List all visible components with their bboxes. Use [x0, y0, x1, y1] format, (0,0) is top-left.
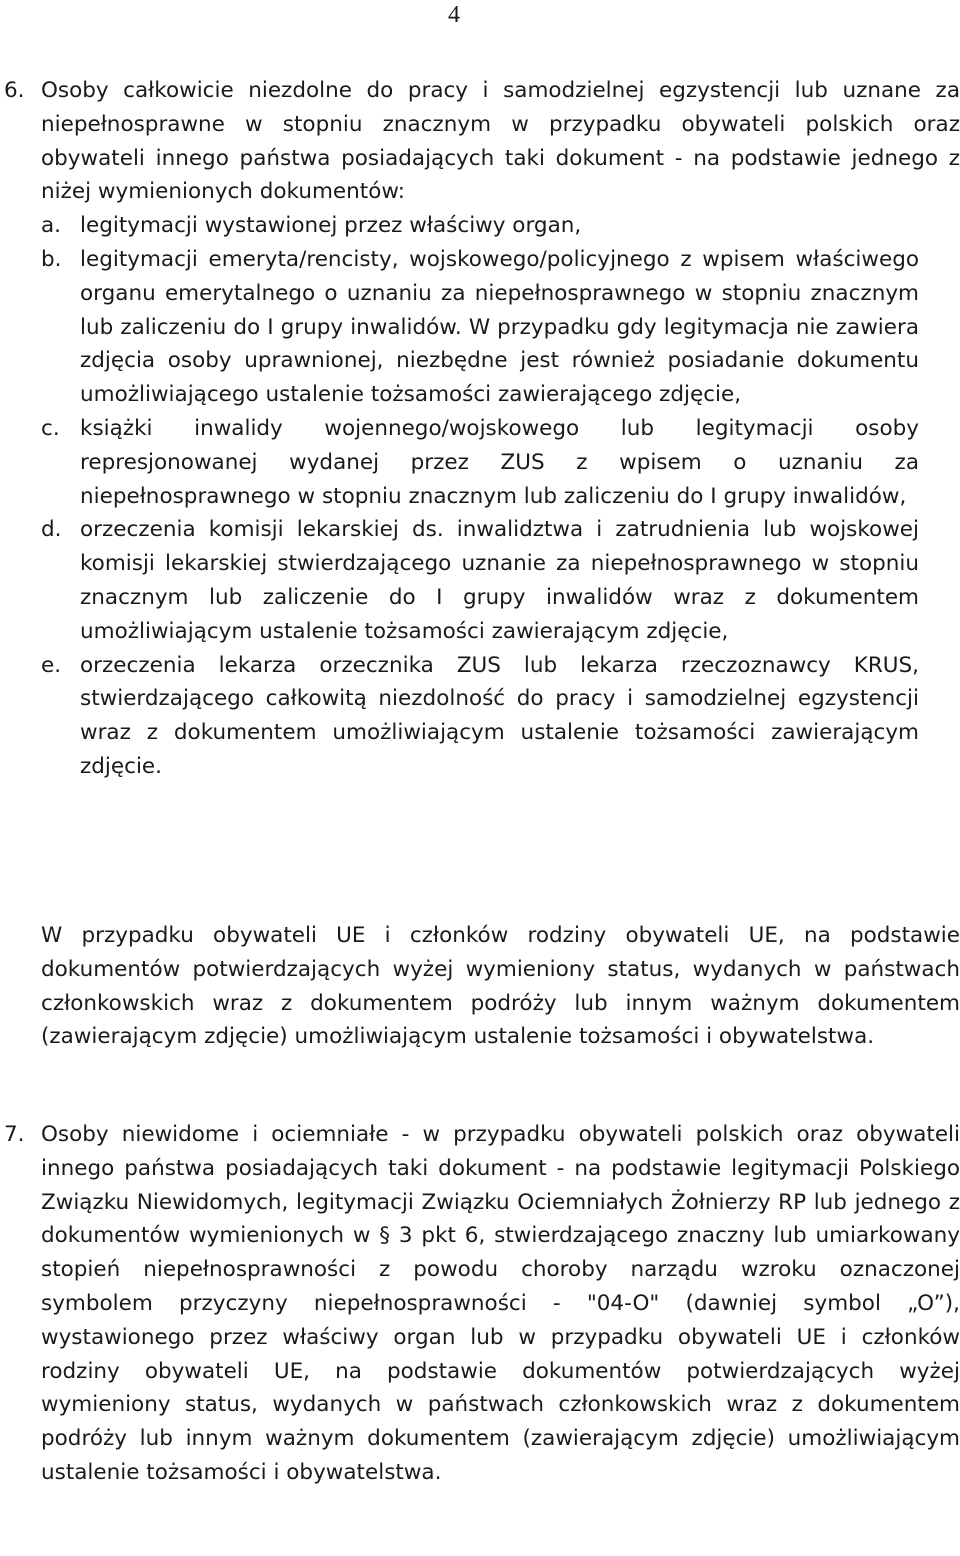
subitem-letter: d.: [41, 517, 62, 543]
subitem-c: [0, 412, 919, 513]
item-6-intro: Osoby całkowicie niezdolne do pracy i samodzielnej egzystencji lub uznane za niepełnosprawne w stopniu znacznym w przypadku obywateli polskich oraz obywateli innego państwa posiadających taki dokument - na podstawie jednego z niżej wymienionych dokumentów:: [41, 78, 960, 205]
item-7-text: Osoby niewidome i ociemniałe - w przypadku obywateli polskich oraz obywateli innego państwa posiadających taki dokument - na podstawie legitymacji Polskiego Związku Niewidomych, legitymacji Związku Ociemniałych Żołnierzy RP lub jednego z dokumentów wymienionych w § 3 pkt 6, stwierdzającego znaczny lub umiarkowany stopień niepełnosprawności z powodu choroby narządu wzroku oznaczonej symbolem przyczyny niepełnosprawności - "04-O" (dawniej symbol „O”), wystawionego przez właściwy organ lub w przypadku obywateli UE i członków rodziny obywateli UE, na podstawie dokumentów potwierdzających wyżej wymieniony status, wydanych w państwach członkowskich wraz z dokumentem podróży lub innym ważnym dokumentem (zawierającym zdjęcie) umożliwiającym ustalenie tożsamości i obywatelstwa.: [41, 1122, 960, 1485]
subitem-text: książki inwalidy wojennego/wojskowego lub legitymacji osoby represjonowanej wydanej przez ZUS z wpisem o uznaniu za niepełnosprawnego w stopniu znacznym lub zaliczeniu do I grupy inwalidów,: [80, 415, 919, 509]
page-number: 4: [448, 2, 460, 28]
subitem-a: [0, 209, 919, 243]
subitem-text: legitymacji emeryta/rencisty, wojskowego/policyjnego z wpisem właściwego organu emerytalnego o uznaniu za niepełnosprawnego w stopniu znacznym lub zaliczeniu do I grupy inwalidów. W przypadku gdy legitymacja nie zawiera zdjęcia osoby uprawnionej, niezbędne jest również posiadanie dokumentu umożliwiającego ustalenie tożsamości zawierającego zdjęcie,: [80, 246, 919, 408]
subitem-text: orzeczenia komisji lekarskiej ds. inwalidztwa i zatrudnienia lub wojskowej komisji lekarskiej stwierdzającego uznanie za niepełnosprawnego w stopniu znacznym lub zaliczenie do I grupy inwalidów wraz z dokumentem umożliwiającym ustalenie tożsamości zawierającym zdjęcie,: [80, 517, 919, 644]
item-number: 6.: [4, 78, 25, 103]
subitem-text: orzeczenia lekarza orzecznika ZUS lub lekarza rzeczoznawcy KRUS, stwierdzającego całkowitą niezdolność do pracy i samodzielnej egzystencji wraz z dokumentem umożliwiającym ustalenie tożsamości zawierającym zdjęcie.: [80, 652, 919, 779]
list-item-7: [0, 1118, 960, 1490]
subitem-text: legitymacji wystawionej przez właściwy organ,: [80, 213, 582, 239]
subitem-d: [0, 513, 919, 648]
subitem-b: [0, 243, 919, 412]
item-number: 7.: [4, 1122, 25, 1147]
subitem-e: [0, 649, 919, 784]
subitem-letter: c.: [41, 415, 60, 441]
subitem-letter: e.: [41, 652, 62, 678]
eu-paragraph: W przypadku obywateli UE i członków rodziny obywateli UE, na podstawie dokumentów potwierdzających wyżej wymieniony status, wydanych w państwach członkowskich wraz z dokumentem podróży lub innym ważnym dokumentem (zawierającym zdjęcie) umożliwiającym ustalenie tożsamości i obywatelstwa.: [41, 923, 960, 1050]
subitem-letter: a.: [41, 213, 62, 239]
list-item-6: [0, 74, 960, 784]
subitem-letter: b.: [41, 246, 62, 272]
